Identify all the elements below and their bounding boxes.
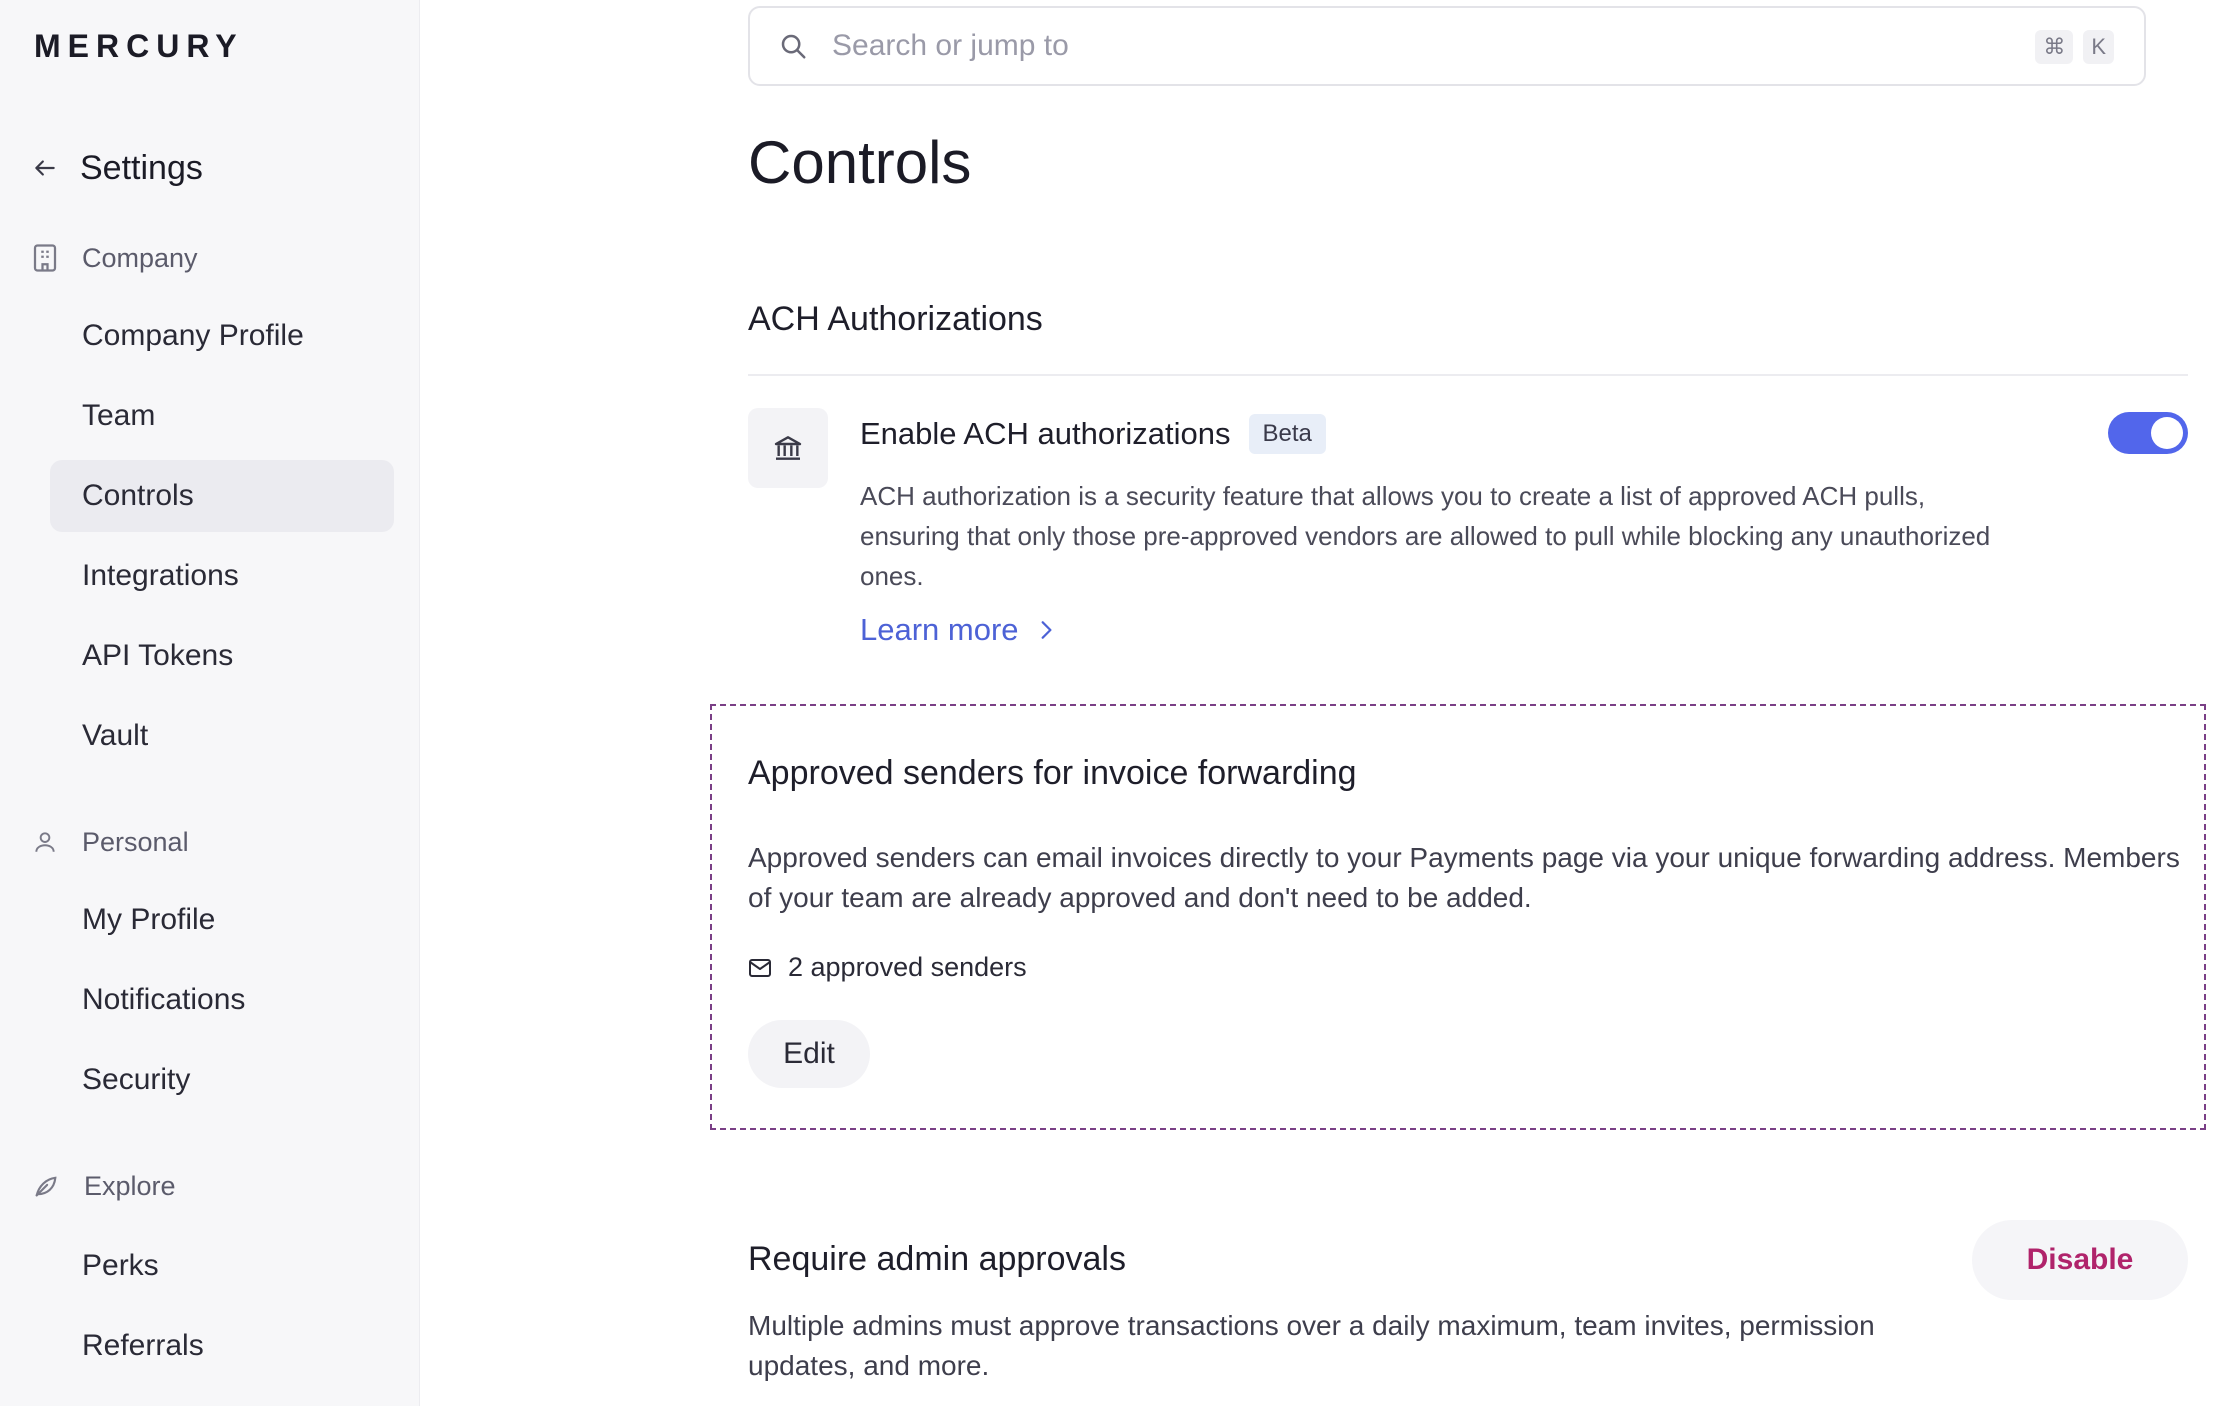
sidebar-item-perks[interactable]: Perks [82, 1249, 159, 1282]
ach-toggle[interactable] [2108, 412, 2188, 454]
sidebar-item-company-profile[interactable]: Company Profile [82, 319, 304, 352]
page-title: Controls [748, 129, 972, 196]
admin-approvals-description: Multiple admins must approve transactions over a daily maximum, team invites, permission updates, and more. [748, 1310, 1875, 1381]
sidebar-item-security[interactable]: Security [82, 1063, 191, 1096]
sidebar-item-integrations[interactable]: Integrations [82, 559, 239, 592]
command-key: ⌘ [2035, 30, 2073, 64]
back-to-settings[interactable] [32, 144, 203, 192]
sidebar-item-team[interactable]: Team [82, 399, 156, 432]
bank-icon-tile [748, 408, 828, 488]
building-icon [32, 243, 58, 273]
learn-more-link[interactable] [860, 612, 1055, 648]
settings-title: Settings [80, 148, 203, 187]
learn-more-label: Learn more [860, 612, 1019, 647]
search-icon [778, 31, 808, 61]
approved-senders-title: Approved senders for invoice forwarding [748, 754, 1357, 792]
bank-icon [772, 432, 804, 464]
section-explore: Explore [32, 1166, 176, 1206]
edit-button[interactable]: Edit [748, 1020, 870, 1088]
arrow-left-icon [32, 155, 58, 181]
section-company: Company [32, 238, 198, 278]
beta-badge: Beta [1249, 414, 1326, 454]
section-divider [748, 374, 2188, 376]
ach-setting-label: Enable ACH authorizations [860, 416, 1231, 451]
ach-setting-title [860, 414, 1326, 454]
approved-senders-count [748, 952, 1027, 983]
k-key: K [2083, 30, 2114, 64]
approved-senders-description: Approved senders can email invoices directly to your Payments page via your unique forwarding address. Members of your team are already approved and don't need to be added. [748, 842, 2180, 913]
search-input[interactable]: Search or jump to [832, 29, 1069, 62]
section-personal: Personal [32, 822, 189, 862]
sidebar-item-controls[interactable]: Controls [50, 460, 394, 532]
user-icon [32, 828, 58, 856]
ach-description: ACH authorization is a security feature that allows you to create a list of approved ACH pulls, ensuring that only those pre-approved vendors are allowed to pull while blocking any unauthorized ones. [860, 481, 1991, 591]
leaf-icon [32, 1172, 60, 1200]
sidebar-item-notifications[interactable]: Notifications [82, 983, 246, 1016]
sidebar-item-my-profile[interactable]: My Profile [82, 903, 216, 936]
sidebar-item-vault[interactable]: Vault [82, 719, 149, 752]
mercury-logo[interactable]: MERCURY [34, 28, 244, 64]
search-bar[interactable] [748, 6, 2146, 86]
sender-count-label: 2 approved senders [788, 952, 1027, 982]
keyboard-shortcut [2035, 30, 2114, 64]
toggle-knob [2151, 417, 2183, 449]
disable-button[interactable]: Disable [1972, 1220, 2188, 1300]
mail-icon [748, 958, 772, 978]
ach-section-title: ACH Authorizations [748, 300, 1043, 338]
sidebar [0, 0, 420, 1406]
chevron-right-icon [1037, 619, 1055, 641]
admin-approvals-title: Require admin approvals [748, 1240, 1126, 1278]
sidebar-item-api-tokens[interactable]: API Tokens [82, 639, 234, 672]
sidebar-item-referrals[interactable]: Referrals [82, 1329, 204, 1362]
